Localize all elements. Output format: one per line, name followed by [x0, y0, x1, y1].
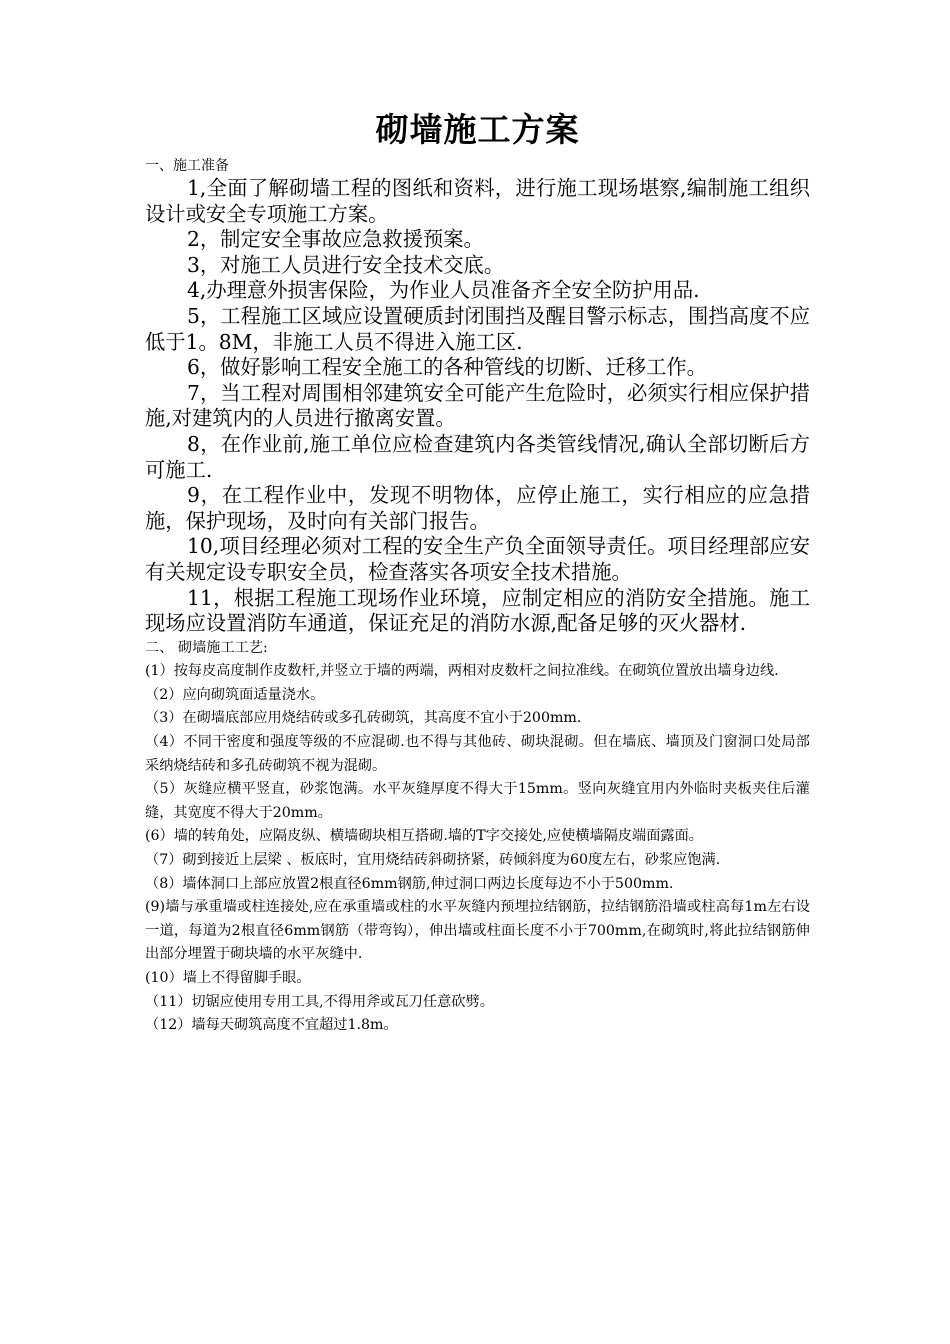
section-preparation: [145, 156, 810, 637]
process-item-3: （3）在砌墙底部应用烧结砖或多孔砖砌筑，其高度不宜小于200mm.: [145, 710, 582, 727]
document-page: [145, 108, 810, 1038]
prep-item-5: 5，工程施工区域应设置硬质封闭围挡及醒目警示标志，围挡高度不应低于1。8M，非施工人员不得进入施工区.: [145, 303, 810, 354]
document-title: 砌墙施工方案: [375, 110, 580, 149]
process-item-5: （5）灰缝应横平竖直，砂浆饱满。水平灰缝厚度不得大于15mm。竖向灰缝宜用内外临时夹板夹住后灌缝，其宽度不得大于20mm。: [145, 781, 810, 821]
process-item-1: (1）按每皮高度制作皮数杆,并竖立于墙的两端，两相对皮数杆之间拉准线。在砌筑位置放出墙身边线.: [145, 663, 779, 680]
section-heading-preparation: 一、施工准备: [145, 158, 229, 174]
process-item-4: （4）不同干密度和强度等级的不应混砌.也不得与其他砖、砌块混砌。但在墙底、墙顶及门窗洞口处局部采纳烧结砖和多孔砖砌筑不视为混砌。: [145, 734, 810, 774]
process-item-8: （8）墙体洞口上部应放置2根直径6mm钢筋,伸过洞口两边长度每边不小于500mm.: [145, 875, 674, 892]
prep-item-2: 2，制定安全事故应急救援预案。: [187, 227, 484, 252]
prep-item-1: 1,全面了解砌墙工程的图纸和资料，进行施工现场堪察,编制施工组织设计或安全专项施工方案。: [145, 176, 810, 226]
prep-item-8: 8，在作业前,施工单位应检查建筑内各类管线情况,确认全部切断后方可施工.: [145, 431, 810, 482]
process-item-7: （7）砌到接近上层梁 、板底时，宜用烧结砖斜砌挤紧，砖倾斜度为60度左右，砂浆应饱满.: [145, 852, 721, 869]
section-heading-process: 二、 砌墙施工工艺:: [145, 639, 268, 656]
process-item-6: (6）墙的转角处，应隔皮纵、横墙砌块相互搭砌.墙的T字交接处,应使横墙隔皮端面露面。: [145, 828, 703, 845]
prep-item-11: 11，根据工程施工现场作业环境，应制定相应的消防安全措施。施工现场应设置消防车通道，保证充足的消防水源,配备足够的灭火器材.: [145, 585, 810, 636]
process-item-12: （12）墙每天砌筑高度不宜超过1.8m。: [145, 1017, 398, 1034]
section-process: [145, 637, 810, 1038]
process-item-9: (9)墙与承重墙或柱连接处,应在承重墙或柱的水平灰缝内预埋拉结钢筋，拉结钢筋沿墙或柱高每1m左右设一道，每道为2根直径6mm钢筋（带弯钩），伸出墙或柱面长度不小于700mm,在砌筑时,将此拉结钢筋伸出部分埋置于砌块墙的水平灰缝中.: [145, 899, 810, 963]
prep-item-3: 3，对施工人员进行安全技术交底。: [187, 252, 505, 277]
process-item-11: （11）切锯应使用专用工具,不得用斧或瓦刀任意砍劈。: [145, 993, 494, 1010]
prep-item-6: 6，做好影响工程安全施工的各种管线的切断、迁移工作。: [187, 355, 707, 380]
prep-item-7: 7，当工程对周围相邻建筑安全可能产生危险时，必须实行相应保护措施,对建筑内的人员进行撤离安置。: [145, 380, 810, 431]
prep-item-10: 10,项目经理必须对工程的安全生产负全面领导责任。项目经理部应安有关规定设专职安全员，检查落实各项安全技术措施。: [145, 534, 810, 584]
prep-item-9: 9，在工程作业中，发现不明物体，应停止施工，实行相应的应急措施，保护现场，及时向有关部门报告。: [145, 483, 810, 533]
process-item-2: （2）应向砌筑面适量浇水。: [145, 686, 325, 703]
prep-item-4: 4,办理意外损害保险，为作业人员准备齐全安全防护用品.: [187, 278, 700, 303]
process-item-10: (10）墙上不得留脚手眼。: [145, 970, 311, 986]
